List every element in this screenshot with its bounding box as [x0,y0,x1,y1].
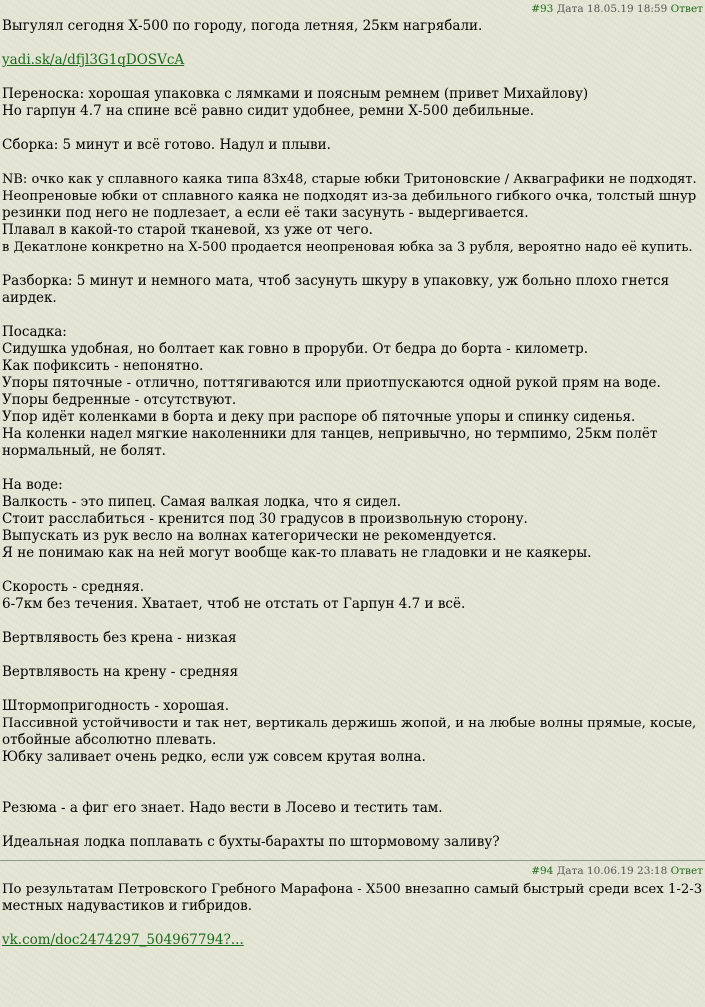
post-text-line: Пассивной устойчивости и так нет, вертикаль держишь жопой, и на любые волны прямые, косые, [2,716,697,731]
post-link[interactable]: vk.com/doc2474297_504967794?... [2,932,244,948]
post-text-line: Посадка: [2,324,67,340]
post-text-line: Вертвлявость на крену - средняя [2,664,239,680]
post-text-line: Валкость - это пипец. Самая валкая лодка, что я сидел. [2,494,402,510]
post-text-line: Плавал в какой-то старой тканевой, хз уже от чего. [2,222,373,238]
post-text-line: Я не понимаю как на ней могут вообще как-то плавать не гладовки и не каякеры. [2,545,592,561]
date-label: Дата [556,3,584,15]
post-header [531,3,703,15]
post-text-line: Идеальная лодка поплавать с бухты-барахты по штормовому заливу? [2,834,500,850]
post-text-line: Упоры бедренные - отсутствуют. [2,392,237,408]
post-text-line: Юбку заливает очень редко, если уж совсем крутая волна. [2,749,426,765]
post-date: 18.05.19 18:59 [586,3,668,15]
post-number-link[interactable]: #94 [531,865,554,877]
post-text-line: Неопреновые юбки от сплавного каяка не подходят из-за дебильного гибкого очка, толстый шнур [2,189,697,204]
post-text-line: Разборка: 5 минут и немного мата, чтоб засунуть шкуру в упаковку, уж больно плохо гнется [2,273,670,289]
post-text-line: аирдек. [2,290,57,306]
post-text-line: Резюма - а фиг его знает. Надо вести в Лосево и тестить там. [2,800,443,816]
post-text-line: Скорость - средняя. [2,579,145,595]
post-divider [0,860,705,861]
post-number-link[interactable]: #93 [531,3,554,15]
post-text-line: По результатам Петровского Гребного Марафона - Х500 внезапно самый быстрый среди всех 1-2-3 [2,882,703,897]
post-text-line: нормальный, не болят. [2,443,166,459]
date-label: Дата [556,865,584,877]
post-text-line: Выгулял сегодня Х-500 по городу, погода летняя, 25км нагрябали. [2,18,483,34]
post-header [531,865,703,877]
post-text-line: Как пофиксить - непонятно. [2,358,204,374]
post-text-line: На коленки надел мягкие наколенники для танцев, непривычно, но термпимо, 25км полёт [2,426,658,442]
post-text-line: Сидушка удобная, но болтает как говно в проруби. От бедра до борта - километр. [2,341,589,357]
post-text-line: Вертвлявость без крена - низкая [2,630,237,646]
reply-link[interactable]: Ответ [670,865,703,877]
post-text-line: Упоры пяточные - отлично, поттягиваются или приотпускаются одной рукой прям на воде. [2,375,661,391]
post-text-line: Выпускать из рук весло на волнах категорически не рекомендуется. [2,528,497,544]
post-link[interactable]: yadi.sk/a/dfjl3G1qDOSVcA [2,52,185,68]
post-date: 10.06.19 23:18 [586,865,668,877]
post-text-line: Переноска: хорошая упаковка с лямками и поясным ремнем (привет Михайлову) [2,86,589,102]
post-text-line: Штормопригодность - хорошая. [2,698,229,714]
post-text-line: в Декатлоне конкретно на Х-500 продается неопреновая юбка за 3 рубля, вероятно надо её купить. [2,240,693,255]
post-text-line: резинки под него не подлезает, а если её таки засунуть - выдергивается. [2,205,529,221]
reply-link[interactable]: Ответ [670,3,703,15]
post-text-line: Стоит расслабиться - кренится под 30 градусов в произвольную сторону. [2,511,528,527]
post-text-line: местных надувастиков и гибридов. [2,898,253,914]
post-text-line: Но гарпун 4.7 на спине всё равно сидит удобнее, ремни Х-500 дебильные. [2,103,534,119]
post-text-line: 6-7км без течения. Хватает, чтоб не отстать от Гарпун 4.7 и всё. [2,596,466,612]
post-text-line: Сборка: 5 минут и всё готово. Надул и плыви. [2,137,331,153]
post-text-line: На воде: [2,477,63,493]
post-text-line: отбойные абсолютно плевать. [2,732,217,748]
post-text-line: NB: очко как у сплавного каяка типа 83х48, старые юбки Тритоновские / Акваграфики не подходят. [2,172,697,187]
post-text-line: Упор идёт коленками в борта и деку при распоре об пяточные упоры и спинку сиденья. [2,409,636,425]
